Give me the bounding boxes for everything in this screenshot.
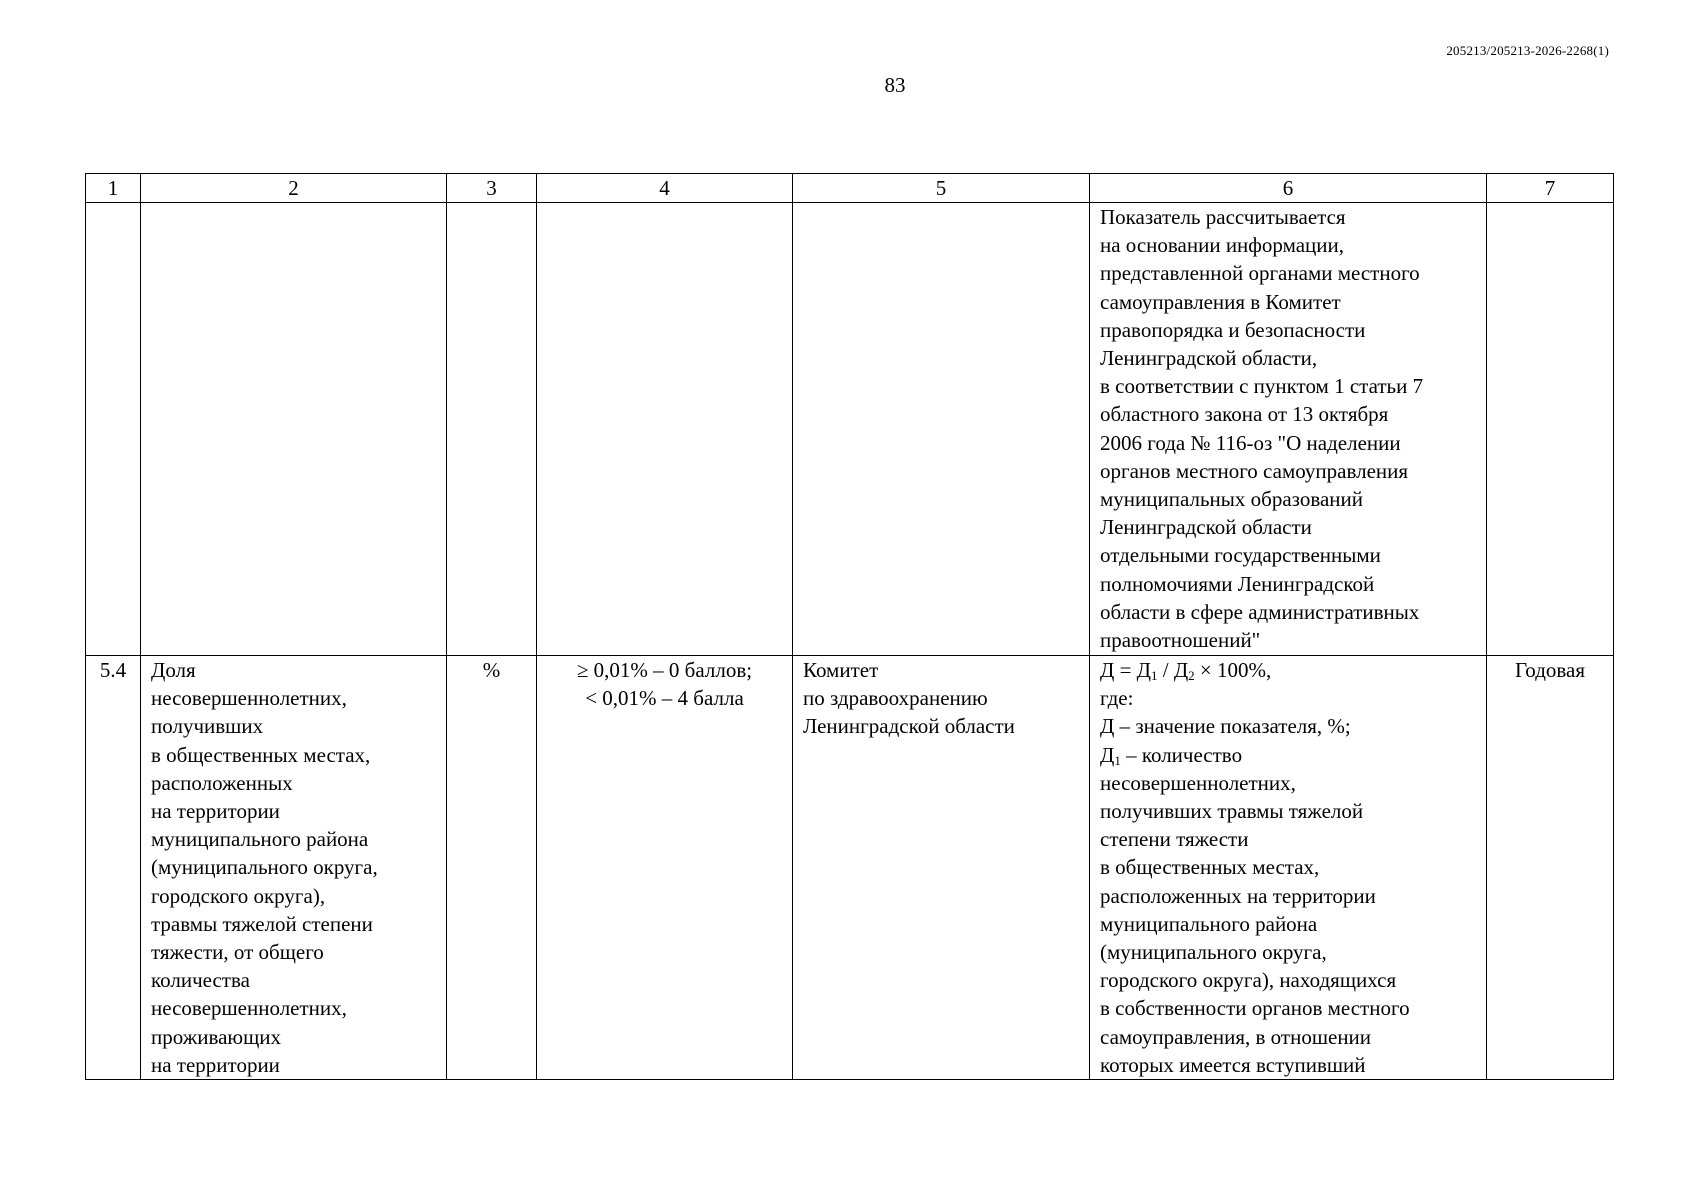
responsible-cell: Комитет по здравоохранению Ленинградской области (793, 656, 1090, 1080)
column-header: 2 (141, 174, 447, 203)
formula-text: = Д (1114, 658, 1151, 682)
formula-line (1100, 656, 1476, 684)
formula-definition: несовершеннолетних, получивших травмы тяжелой степени тяжести в общественных местах, расположенных на территории муниципального района (муниципального округа, городского округа), находящихся в собственности органов местного самоуправления, в отношении которых имеется вступивший (1100, 770, 1410, 1077)
unit-cell: % (447, 656, 537, 1080)
formula-subscript: 1 (1151, 668, 1158, 683)
row-number-cell: 5.4 (86, 656, 141, 1080)
formula-text: / Д (1157, 658, 1189, 682)
formula-text: Д (1100, 742, 1115, 767)
table-cell (537, 203, 793, 656)
formula-where: где: (1100, 686, 1134, 711)
column-header: 5 (793, 174, 1090, 203)
table-cell (1487, 203, 1614, 656)
formula-text: – количество (1120, 742, 1243, 767)
column-header: 3 (447, 174, 537, 203)
table-row-5-4 (86, 656, 1614, 1080)
table-cell (86, 203, 141, 656)
criteria-line: < 0,01% – 4 балла (585, 686, 744, 711)
table-cell (447, 203, 537, 656)
formula-text: Д (1100, 658, 1115, 682)
column-header: 6 (1090, 174, 1487, 203)
formula-text: × 100%, (1194, 658, 1272, 682)
table-cell (793, 203, 1090, 656)
document-id: 205213/205213-2026-2268(1) (1446, 43, 1609, 58)
criteria-line: ≥ 0,01% – 0 баллов; (576, 658, 753, 682)
column-header: 4 (537, 174, 793, 203)
indicator-name-cell: Доля несовершеннолетних, получивших в общественных местах, расположенных на территории муниципального района (муниципального округа, городского округа), травмы тяжелой степени тяжести, от общего количества несовершеннолетних, проживающих на территории (141, 656, 447, 1080)
formula-subscript: 1 (1114, 752, 1121, 768)
table-header-row (86, 174, 1614, 203)
periodicity-cell: Годовая (1487, 656, 1614, 1080)
indicators-table (85, 173, 1614, 1080)
table-cell (141, 203, 447, 656)
table-row-continuation (86, 203, 1614, 656)
formula-definition: Д – значение показателя, %; (1100, 714, 1351, 739)
criteria-cell (537, 656, 793, 1080)
page-number: 83 (884, 73, 906, 97)
formula-subscript: 2 (1188, 668, 1195, 683)
calculation-method-cell: Показатель рассчитывается на основании информации, представленной органами местного самоуправления в Комитет правопорядка и безопасности Ленинградской области, в соответствии с пунктом 1 статьи 7 областного закона от 13 октября 2006 года № 116-оз "О наделении органов местного самоуправления муниципальных образований Ленинградской области отдельными государственными полномочиями Ленинградской области в сфере административных правоотношений" (1090, 203, 1487, 656)
formula-definition (1100, 741, 1476, 769)
column-header: 1 (86, 174, 141, 203)
formula-cell (1090, 656, 1487, 1080)
column-header: 7 (1487, 174, 1614, 203)
